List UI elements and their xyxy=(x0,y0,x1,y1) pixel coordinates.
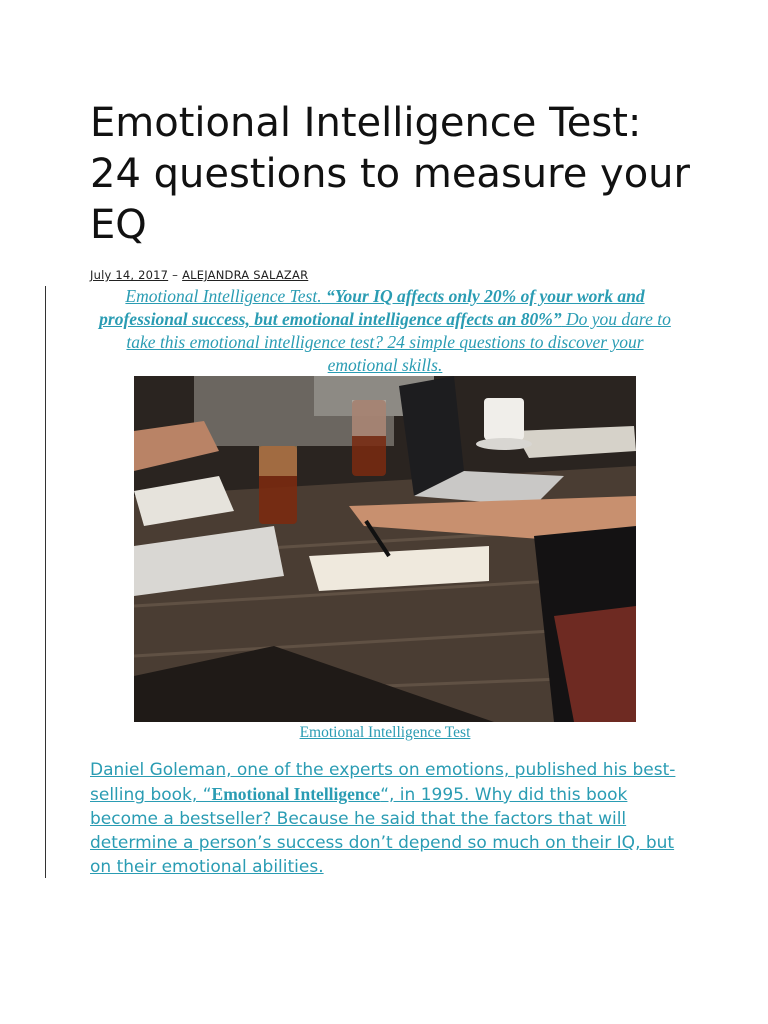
book-title: Emotional Intelligence xyxy=(211,784,381,804)
intro-paragraph[interactable] xyxy=(90,285,680,377)
article-meta xyxy=(90,268,308,282)
meta-separator: – xyxy=(172,268,179,282)
article-author-link[interactable]: ALEJANDRA SALAZAR xyxy=(182,268,309,282)
margin-rule xyxy=(45,286,46,878)
article-photo xyxy=(134,376,636,722)
article-date-link[interactable]: July 14, 2017 xyxy=(90,268,169,282)
intro-lead: Emotional Intelligence Test. xyxy=(125,286,322,306)
body-text-end: “, in 1995. Why did this book become a bestseller? Because he said that the factors that will determine a person’s success don’t depend so much on their IQ, but on their emotional abilities. xyxy=(90,785,675,877)
intro-quote: “Your IQ affects only 20% of your work and professional success, but emotional intelligence affects an 80%” xyxy=(99,286,645,329)
body-text-start: Daniel Goleman, one of the experts on emotions, published his best-selling book, “ xyxy=(90,760,676,805)
article-title: Emotional Intelligence Test: 24 questions to measure your EQ xyxy=(90,100,690,248)
figure-caption[interactable]: Emotional Intelligence Test xyxy=(299,724,471,741)
body-paragraph[interactable] xyxy=(90,758,690,879)
intro-rest: Do you dare to take this emotional intelligence test? 24 simple questions to discover your emotional skills. xyxy=(126,309,671,375)
